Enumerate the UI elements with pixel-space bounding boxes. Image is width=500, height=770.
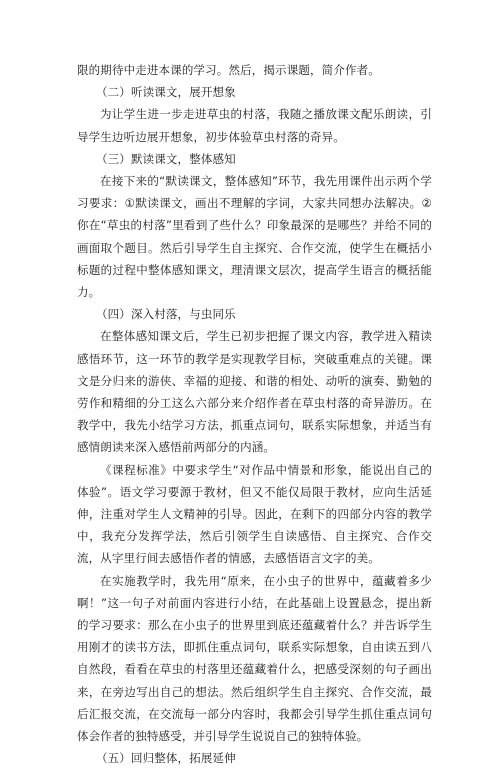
paragraph-silent-read: 在接下来的“默读课文，整体感知”环节，我先用课件出示两个学习要求：①默读课文，画出不理解的字词，大家共同想办法解决。②你在“草虫的村落”里看到了些什么？印象最深的是哪些？并给不同的画面取个题目。然后引导学生自主探究、合作交流，使学生在概括小标题的过程中整体感知课文，理清课文层次，提高学生语言的概括能力。 [77,174,432,300]
section-heading-silent-read: （三）默读课文，整体感知 [96,151,236,166]
paragraph-enter-village: 在整体感知课文后，学生已初步把握了课文内容，教学进入精读感悟环节，这一环节的教学是实现教学目标，突破重难点的关键。课文是分归来的游侠、幸福的迎接、和谐的相处、动听的演奏、勤勉的劳作和精细的分工这么六部分来介绍作者在草虫村落的奇异游历。在教学中，我先小结学习方法，抓重点词句，联系实际想象，并适当有感情朗读来深入感悟前两部分的内涵。 [77,329,432,455]
paragraph-curriculum-standard: 《课程标准》中要求学生“对作品中情景和形象，能说出自己的体验”。语文学习要源于教材，但又不能仅局限于教材，应向生活延伸，注重对学生人文精神的引导。因此，在剩下的四部分内容的教学中，我充分发挥学法，然后引领学生自读感悟、自主探究、合作交流，从字里行间去感悟作者的情感，去感悟语言文字的美。 [77,462,432,566]
section-heading-enter-village: （四）深入村落，与虫同乐 [96,307,236,322]
paragraph-listen-read: 为让学生进一步走进草虫的村落，我随之播放课文配乐朗读，引导学生边听边展开想象，初步体验草虫村落的奇异。 [77,107,432,144]
document-body [77,59,432,770]
paragraph-continuation: 限的期待中走进本课的学习。然后，揭示课题，简介作者。 [77,63,380,77]
section-heading-return-whole: （五）回归整体，拓展延伸 [96,751,236,766]
paragraph-implementation: 在实施教学时，我先用“原来，在小虫子的世界中，蕴藏着多少啊！”这一句子对前面内容进行小结，在此基础上设置悬念，提出新的学习要求：那么在小虫子的世界里到底还蕴藏着什么？并告诉学生用刚才的读书方法，即抓住重点词句，联系实际想象，自由读五到八自然段，看看在草虫的村落里还蕴藏着什么，把感受深刻的句子画出来，在旁边写出自己的想法。然后组织学生自主探究、合作交流，最后汇报交流，在交流每一部分内容时，我都会引导学生抓住重点词句体会作者的独特感受，并引导学生说说自己的独特体验。 [77,573,432,744]
section-heading-listen-read: （二）听读课文，展开想象 [96,85,236,100]
